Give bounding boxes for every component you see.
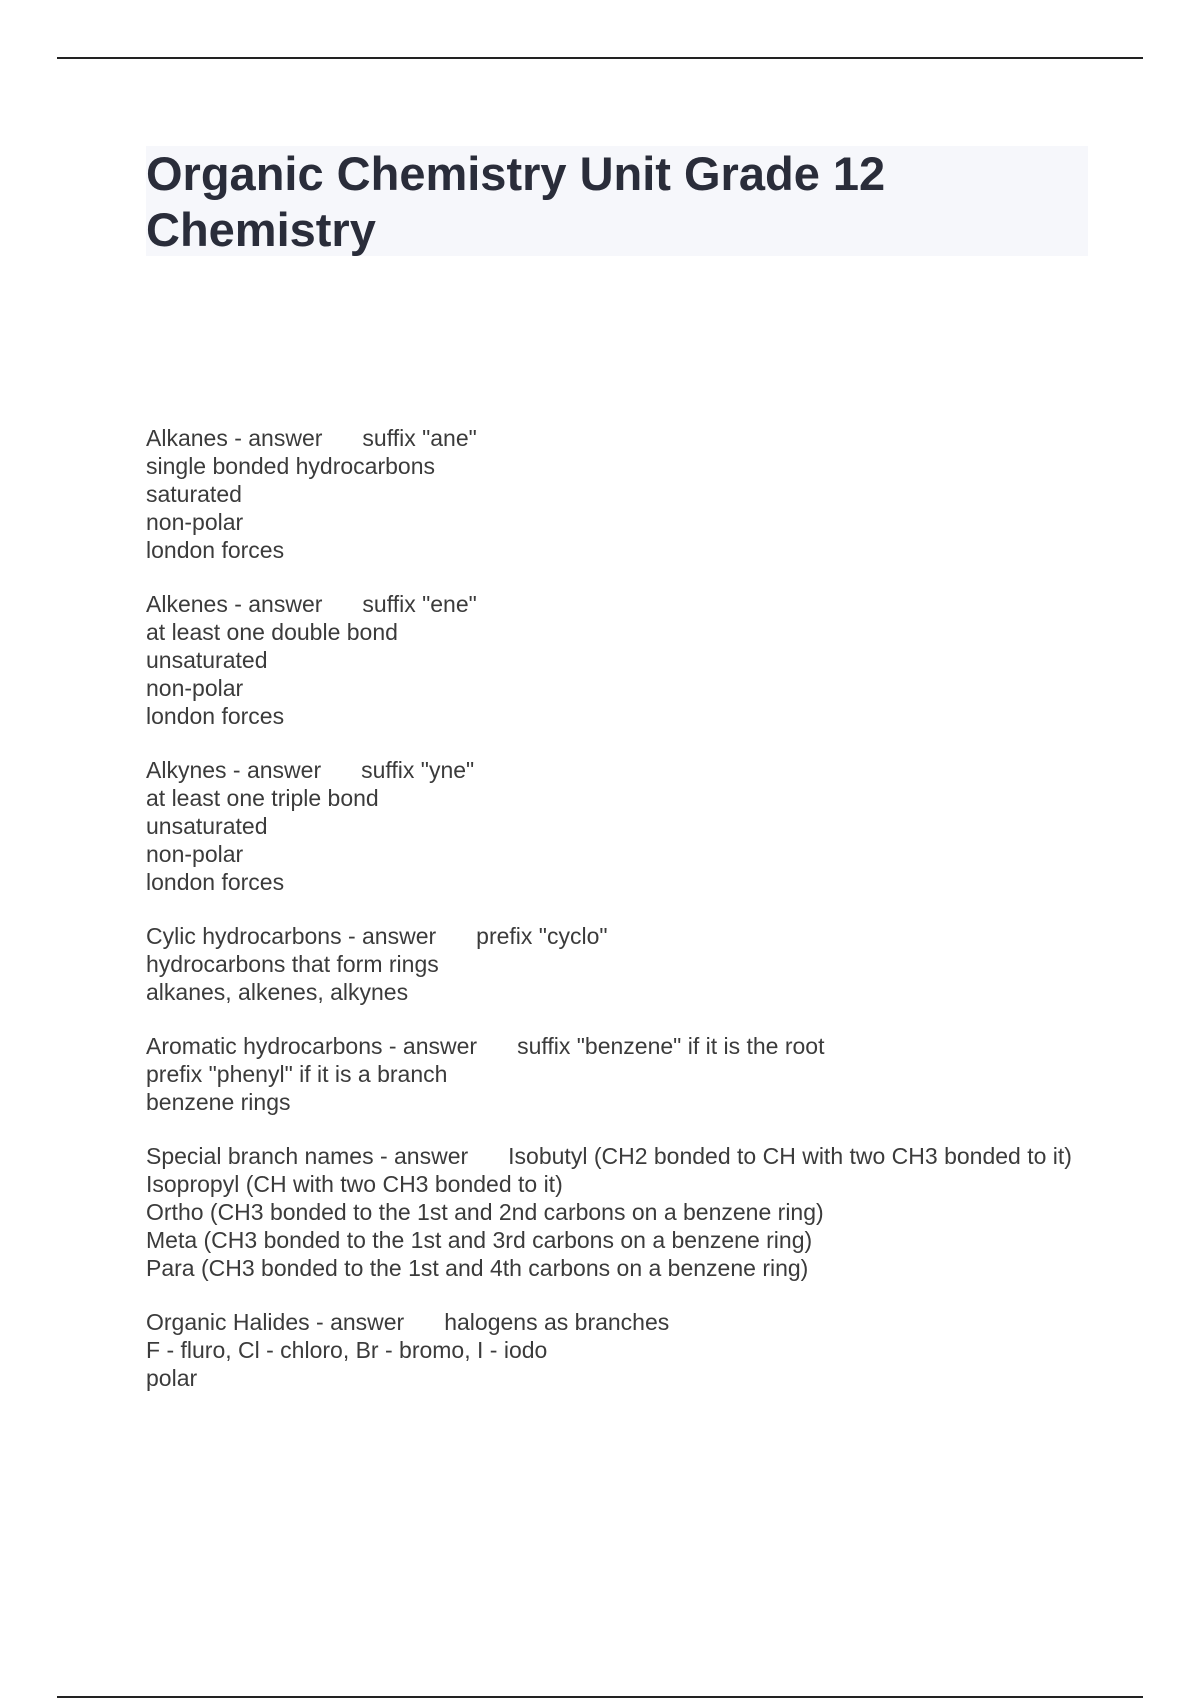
flashcard-answer-line: single bonded hydrocarbons <box>146 453 435 479</box>
flashcard-answer-line: london forces <box>146 537 285 563</box>
flashcard-term: Organic Halides - answer <box>146 1309 405 1335</box>
flashcard-answer-line: F - fluro, Cl - chloro, Br - bromo, I - iodo <box>146 1337 548 1363</box>
flashcard <box>146 1308 1088 1392</box>
flashcard-answer-line: Meta (CH3 bonded to the 1st and 3rd carbons on a benzene ring) <box>146 1227 813 1253</box>
flashcard-term: Alkenes - answer <box>146 591 323 617</box>
flashcard-term: Alkynes - answer <box>146 757 322 783</box>
flashcard-answer-line: polar <box>146 1365 198 1391</box>
flashcard-answer-line: london forces <box>146 869 285 895</box>
flashcard-answer-line: at least one double bond <box>146 619 398 645</box>
flashcard-answer-first: halogens as branches <box>444 1309 670 1335</box>
flashcard-answer-line: saturated <box>146 481 242 507</box>
flashcard-answer-first: suffix "ene" <box>362 591 477 617</box>
flashcard-answer-first: suffix "ane" <box>362 425 477 451</box>
flashcard-header <box>146 1032 1088 1060</box>
flashcard-answer-line: Isopropyl (CH with two CH3 bonded to it) <box>146 1171 563 1197</box>
flashcard-term: Alkanes - answer <box>146 425 323 451</box>
flashcard-header <box>146 1142 1088 1170</box>
flashcard-header <box>146 590 1088 618</box>
flashcard-answer-first: prefix "cyclo" <box>476 923 608 949</box>
flashcard-answer-line: alkanes, alkenes, alkynes <box>146 979 409 1005</box>
flashcard-answer-line: unsaturated <box>146 647 268 673</box>
flashcard-term: Cylic hydrocarbons - answer <box>146 923 437 949</box>
page-title: Organic Chemistry Unit Grade 12 Chemistry <box>146 147 886 256</box>
flashcard-list <box>146 424 1088 1418</box>
flashcard-header <box>146 756 1088 784</box>
flashcard-answer-line: Ortho (CH3 bonded to the 1st and 2nd carbons on a benzene ring) <box>146 1199 824 1225</box>
flashcard-answer-line: non-polar <box>146 841 244 867</box>
flashcard-answer-line: prefix "phenyl" if it is a branch <box>146 1061 448 1087</box>
flashcard-answer-line: at least one triple bond <box>146 785 379 811</box>
flashcard-term: Special branch names - answer <box>146 1143 469 1169</box>
flashcard <box>146 1032 1088 1116</box>
flashcard-term: Aromatic hydrocarbons - answer <box>146 1033 478 1059</box>
flashcard-answer-line: non-polar <box>146 675 244 701</box>
flashcard <box>146 756 1088 896</box>
bottom-rule <box>57 1696 1143 1698</box>
flashcard-answer-first: Isobutyl (CH2 bonded to CH with two CH3 bonded to it) <box>508 1143 1072 1169</box>
flashcard-answer-line: hydrocarbons that form rings <box>146 951 439 977</box>
flashcard-answer-line: non-polar <box>146 509 244 535</box>
flashcard-answer-first: suffix "benzene" if it is the root <box>517 1033 825 1059</box>
top-rule <box>57 57 1143 59</box>
flashcard-header <box>146 922 1088 950</box>
flashcard-header <box>146 424 1088 452</box>
flashcard-answer-line: london forces <box>146 703 285 729</box>
flashcard <box>146 590 1088 730</box>
flashcard-answer-first: suffix "yne" <box>361 757 475 783</box>
flashcard-answer-line: benzene rings <box>146 1089 291 1115</box>
flashcard-answer-line: Para (CH3 bonded to the 1st and 4th carbons on a benzene ring) <box>146 1255 809 1281</box>
flashcard-answer-line: unsaturated <box>146 813 268 839</box>
flashcard <box>146 922 1088 1006</box>
flashcard-header <box>146 1308 1088 1336</box>
flashcard <box>146 1142 1088 1282</box>
title-banner <box>146 146 1088 256</box>
flashcard <box>146 424 1088 564</box>
